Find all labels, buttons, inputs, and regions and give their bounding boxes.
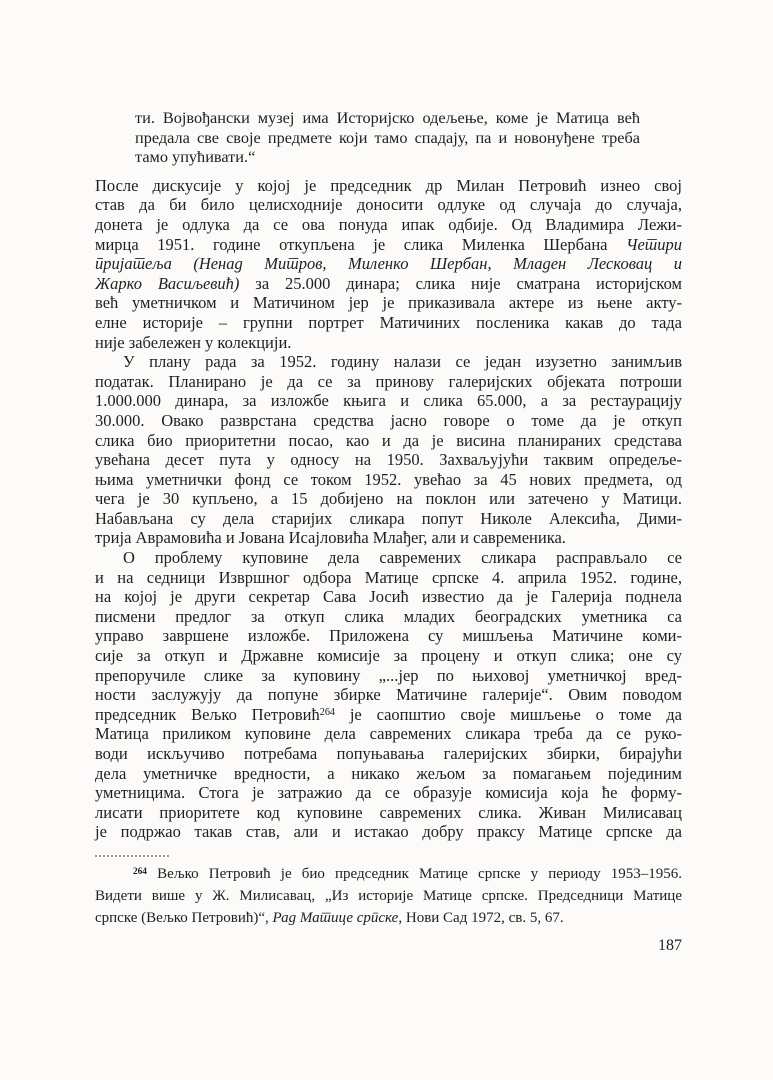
text-line: мирца 1951. године откупљена је слика Миленка Шербана Четири [95,234,682,254]
text-line: је подржао такав став, али и истакао добру праксу Матице српске да [95,822,682,842]
text-line: није забележен у колекцији. [95,332,292,352]
text-line: ности заслужују да попуне збирке Матичине галерије“. Овим поводом [95,685,682,705]
text-line: $^{264}$ Вељко Петровић је био председник Матице српске у периоду 1953–1956. [133,865,682,882]
text-line: чега је 30 купљено, а 15 добијено на поклон или затечено у Матици. [95,489,682,509]
text-line: српске (Вељко Петровић)“, Рад Матице српске, Нови Сад 1972, св. 5, 67. [95,909,564,926]
text-line: писмени предлог за откуп слика младих београдских уметника са [95,606,682,626]
footnote-reference: 264 [133,866,147,877]
text-line: Набављана су дела старијих сликара попут Николе Алексића, Дими- [95,508,682,528]
text-line: лисати приоритете код куповине савремених слика. Живан Милисавац [95,802,682,822]
text-line: води искључиво потребама попуњавања галеријских збирки, бирајући [95,744,682,763]
footnote [95,863,682,929]
text-line: сије за откуп и Државне комисије за процену и откуп слика; оне су [95,646,682,666]
page-number: 187 [658,936,682,954]
text-block [95,108,682,956]
text-line: О проблему куповине дела савремених сликара расправљало се [123,548,682,568]
text-line: управо завршене изложбе. Приложена су мишљења Матичине коми- [95,626,682,646]
footnote-separator [95,855,169,857]
body-text [95,176,682,842]
text-line: слика био приоритетни посао, као и да је висина планираних средстава [95,430,682,450]
text-line: У плану рада за 1952. годину налази се један изузетно занимљив [123,352,682,372]
text-line: ти. Војвођански музеј има Историјско одељење, коме је Матица већ [135,108,640,127]
text-line: трија Аврамовића и Јована Исајловића Млађег, али и савременика. [95,528,566,548]
text-line: дела уметничке вредности, а никако жељом за помагањем појединим [95,763,682,783]
blockquote [95,108,682,167]
text-line: Видети више у Ж. Милисавац, „Из историје Матице српске. Председници Матице [95,887,682,904]
text-line: њима уметнички фонд се током 1952. увећао за 45 нових предмета, од [95,469,682,489]
text-line: председник Вељко Петровић$^{264}$ је саопштио своје мишљење о томе да [95,704,682,724]
text-line: већ уметничком и Матичином јер је приказивала актере из њене акту- [95,293,682,313]
text-line: 1.000.000 динара, за изложбе књига и слика 65.000, а за рестаурацију [95,391,682,411]
text-line: став да би било целисходније доносити одлуке од случаја до случаја, [95,195,682,215]
footnote-reference: 264 [319,706,336,718]
text-line: донета је одлука да се ова понуда ипак одбије. Од Владимира Лежи- [95,214,682,234]
text-line: После дискусије у којој је председник др Милан Петровић изнео свој [95,175,682,195]
text-line: податак. Планирано је да се за принову галеријских објеката потроши [95,371,682,391]
text-line: на којој је други секретар Сава Јосић известио да је Галерија поднела [95,587,682,607]
text-line: уметницима. Стога је затражио да се образује комисија која ће форму- [95,783,682,803]
text-line: Жарко Васиљевић) за 25.000 динара; слика није сматрана историјском [95,273,682,293]
text-line: 30.000. Овако разврстана средства јасно говоре о томе да је откуп [95,410,682,430]
text-line: увећана десет пута у односу на 1950. Захваљујући таквим опредеље- [95,450,682,470]
text-line: и на седници Извршног одбора Матице српске 4. априла 1952. године, [95,567,682,587]
text-line: пријатеља (Ненад Митров, Миленко Шербан, Младен Лесковац и [95,254,682,274]
text-line: Матица приликом куповине дела савремених сликара треба да се руко- [95,724,682,744]
text-line: препоручиле слике за куповину „...јер по њиховој уметничкој вред- [95,665,682,685]
text-line: предала све своје предмете који тамо спадају, па и новонуђене треба [135,127,640,147]
text-line: елне историје – групни портрет Матичиних посленика какав до тада [95,312,682,332]
text-line: тамо упућивати.“ [135,147,256,167]
